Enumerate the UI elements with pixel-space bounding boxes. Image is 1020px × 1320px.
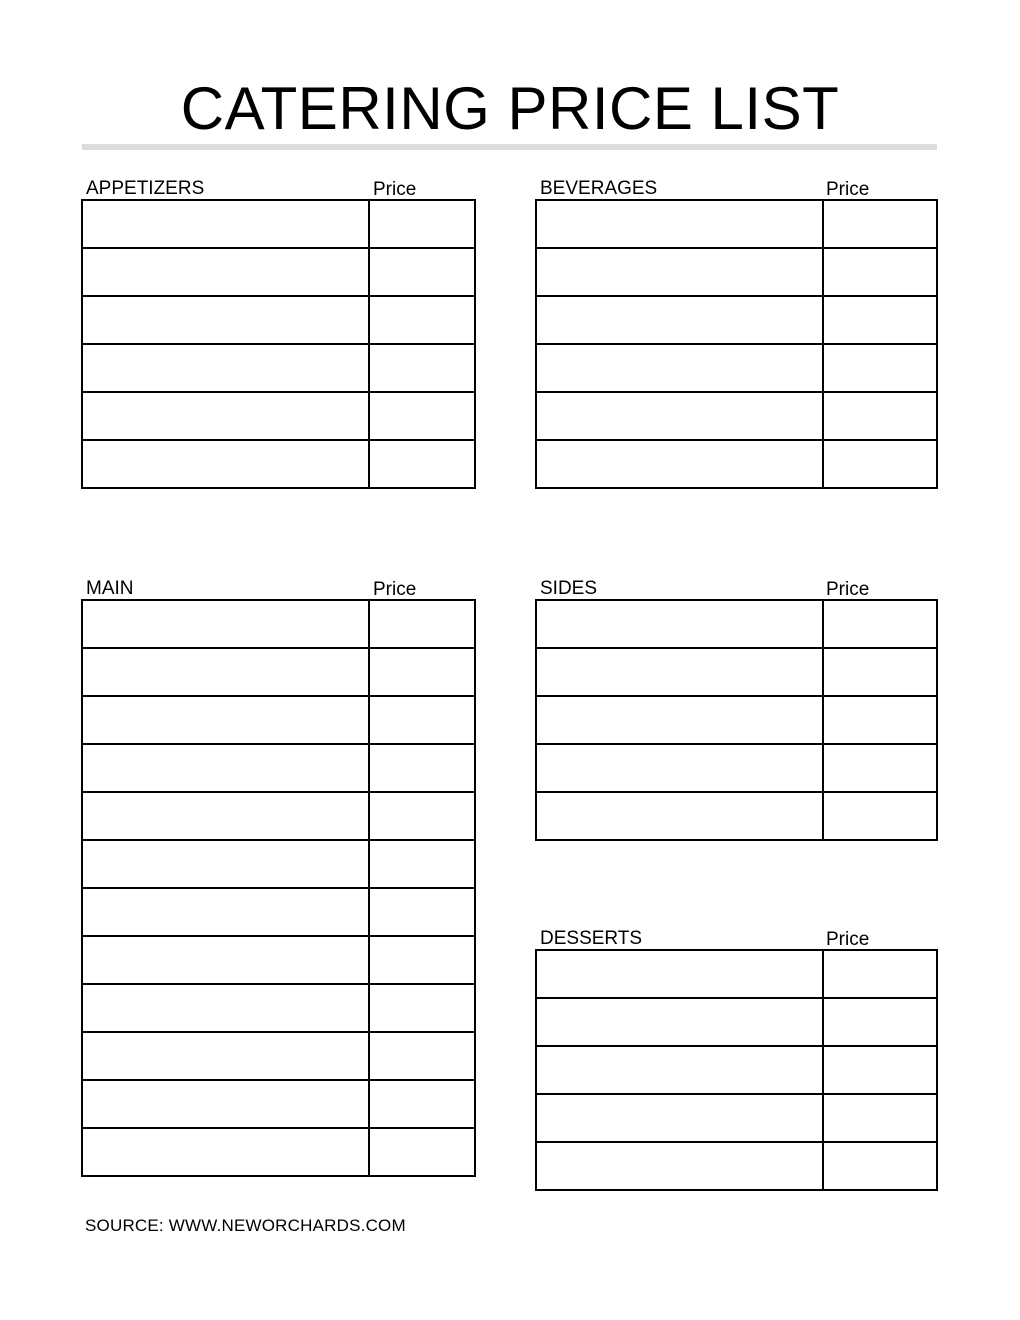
price-cell[interactable] <box>823 1046 937 1094</box>
item-cell[interactable] <box>82 600 369 648</box>
item-cell[interactable] <box>536 998 823 1046</box>
table-row <box>536 344 937 392</box>
price-cell[interactable] <box>823 744 937 792</box>
price-cell[interactable] <box>369 984 475 1032</box>
item-cell[interactable] <box>536 744 823 792</box>
price-cell[interactable] <box>369 296 475 344</box>
item-cell[interactable] <box>536 696 823 744</box>
price-cell[interactable] <box>823 696 937 744</box>
item-cell[interactable] <box>536 792 823 840</box>
price-column-label: Price <box>826 179 870 200</box>
price-cell[interactable] <box>823 344 937 392</box>
price-cell[interactable] <box>823 600 937 648</box>
item-cell[interactable] <box>536 1046 823 1094</box>
price-cell[interactable] <box>369 200 475 248</box>
price-cell[interactable] <box>369 696 475 744</box>
item-cell[interactable] <box>82 792 369 840</box>
item-cell[interactable] <box>82 696 369 744</box>
table-row <box>82 296 475 344</box>
table-row <box>82 744 475 792</box>
table-row <box>536 1046 937 1094</box>
item-cell[interactable] <box>82 888 369 936</box>
item-cell[interactable] <box>82 1128 369 1176</box>
table-row <box>82 648 475 696</box>
table-row <box>536 600 937 648</box>
price-cell[interactable] <box>369 248 475 296</box>
table-row <box>82 600 475 648</box>
table-row <box>536 296 937 344</box>
table-row <box>536 1142 937 1190</box>
item-cell[interactable] <box>536 950 823 998</box>
item-cell[interactable] <box>536 200 823 248</box>
price-cell[interactable] <box>823 1142 937 1190</box>
price-cell[interactable] <box>369 936 475 984</box>
price-cell[interactable] <box>369 344 475 392</box>
table-row <box>82 888 475 936</box>
main-table <box>81 599 476 1177</box>
item-cell[interactable] <box>82 1032 369 1080</box>
table-row <box>536 440 937 488</box>
price-cell[interactable] <box>823 1094 937 1142</box>
beverages-table <box>535 199 938 489</box>
price-cell[interactable] <box>823 950 937 998</box>
table-row <box>536 998 937 1046</box>
item-cell[interactable] <box>82 392 369 440</box>
item-cell[interactable] <box>536 1094 823 1142</box>
item-cell[interactable] <box>82 248 369 296</box>
section-header <box>535 177 938 201</box>
price-cell[interactable] <box>823 648 937 696</box>
price-cell[interactable] <box>369 392 475 440</box>
table-row <box>536 696 937 744</box>
table-row <box>536 792 937 840</box>
price-cell[interactable] <box>823 248 937 296</box>
table-row <box>82 984 475 1032</box>
section-label: DESSERTS <box>540 928 643 949</box>
page-title: CATERING PRICE LIST <box>180 75 840 142</box>
appetizers-table <box>81 199 476 489</box>
price-cell[interactable] <box>369 888 475 936</box>
price-cell[interactable] <box>823 392 937 440</box>
table-row <box>536 1094 937 1142</box>
item-cell[interactable] <box>536 648 823 696</box>
section-header <box>535 577 938 601</box>
source-credit: SOURCE: WWW.NEWORCHARDS.COM <box>85 1216 406 1235</box>
price-cell[interactable] <box>369 1128 475 1176</box>
table-row <box>536 248 937 296</box>
price-cell[interactable] <box>369 840 475 888</box>
section-header <box>81 177 476 201</box>
desserts-table <box>535 949 938 1191</box>
item-cell[interactable] <box>536 600 823 648</box>
section-header <box>81 577 476 601</box>
table-row <box>82 344 475 392</box>
price-cell[interactable] <box>823 792 937 840</box>
item-cell[interactable] <box>82 648 369 696</box>
price-column-label: Price <box>826 579 870 600</box>
section-label: BEVERAGES <box>540 178 658 199</box>
table-row <box>82 792 475 840</box>
item-cell[interactable] <box>536 1142 823 1190</box>
item-cell[interactable] <box>536 344 823 392</box>
item-cell[interactable] <box>536 392 823 440</box>
price-column-label: Price <box>373 579 417 600</box>
item-cell[interactable] <box>82 840 369 888</box>
table-row <box>82 1080 475 1128</box>
section-header <box>535 927 938 951</box>
item-cell[interactable] <box>82 344 369 392</box>
price-cell[interactable] <box>823 200 937 248</box>
table-row <box>536 200 937 248</box>
table-row <box>82 440 475 488</box>
item-cell[interactable] <box>82 440 369 488</box>
price-column-label: Price <box>826 929 870 950</box>
table-row <box>536 648 937 696</box>
table-row <box>82 1032 475 1080</box>
table-row <box>536 950 937 998</box>
item-cell[interactable] <box>82 200 369 248</box>
section-label: SIDES <box>540 578 598 599</box>
table-row <box>82 248 475 296</box>
item-cell[interactable] <box>536 248 823 296</box>
item-cell[interactable] <box>82 296 369 344</box>
sides-table <box>535 599 938 841</box>
item-cell[interactable] <box>82 936 369 984</box>
price-cell[interactable] <box>823 998 937 1046</box>
table-row <box>82 840 475 888</box>
price-cell[interactable] <box>369 440 475 488</box>
item-cell[interactable] <box>82 1080 369 1128</box>
section-label: MAIN <box>86 578 134 599</box>
table-row <box>536 744 937 792</box>
table-row <box>82 936 475 984</box>
table-row <box>82 1128 475 1176</box>
item-cell[interactable] <box>82 984 369 1032</box>
item-cell[interactable] <box>536 440 823 488</box>
item-cell[interactable] <box>536 296 823 344</box>
price-cell[interactable] <box>823 440 937 488</box>
price-cell[interactable] <box>369 1032 475 1080</box>
table-row <box>536 392 937 440</box>
table-row <box>82 392 475 440</box>
price-cell[interactable] <box>369 600 475 648</box>
price-cell[interactable] <box>369 792 475 840</box>
table-row <box>82 696 475 744</box>
table-row <box>82 200 475 248</box>
price-column-label: Price <box>373 179 417 200</box>
title-divider <box>82 144 937 150</box>
price-cell[interactable] <box>369 744 475 792</box>
section-label: APPETIZERS <box>86 178 205 199</box>
price-cell[interactable] <box>823 296 937 344</box>
price-cell[interactable] <box>369 648 475 696</box>
item-cell[interactable] <box>82 744 369 792</box>
price-cell[interactable] <box>369 1080 475 1128</box>
